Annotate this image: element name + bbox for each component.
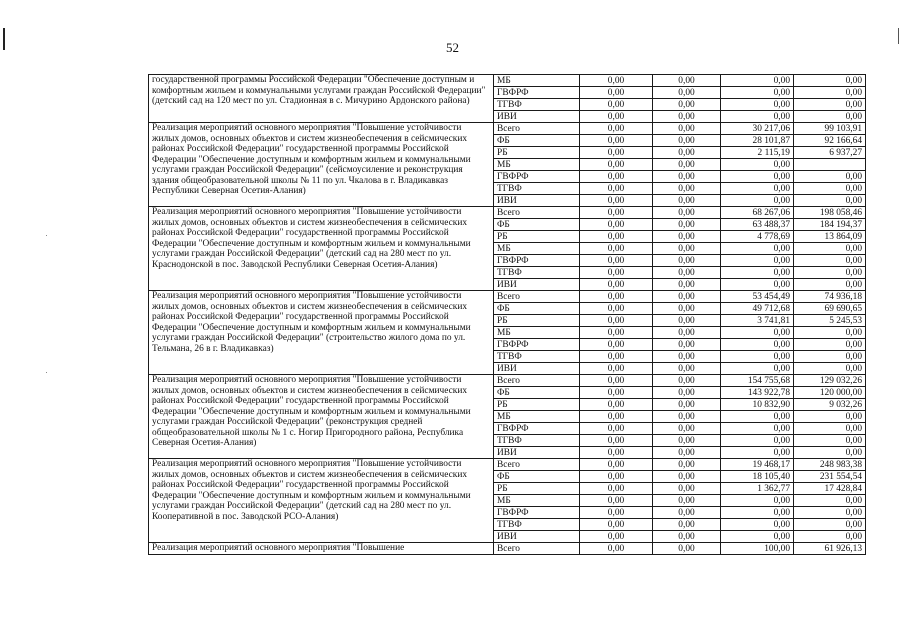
value-cell-2: 0,00 — [653, 87, 721, 99]
funding-source-cell: ФБ — [494, 471, 580, 483]
value-cell-2: 0,00 — [653, 531, 721, 543]
value-cell-4: 99 103,91 — [794, 123, 866, 135]
funding-source-cell: ФБ — [494, 387, 580, 399]
value-cell-3: 0,00 — [721, 243, 794, 255]
value-cell-4: 0,00 — [794, 255, 866, 267]
value-cell-3: 0,00 — [721, 435, 794, 447]
value-cell-4: 129 032,26 — [794, 375, 866, 387]
value-cell-1: 0,00 — [580, 459, 653, 471]
measure-description: Реализация мероприятий основного мероприятия "Повышение устойчивости жилых домов, основных объектов и систем жизнеобеспечения в сейсмических районах Российской Федерации" государственной программы Российской Федерации "Обеспечение доступным и комфортным жильем и коммунальными услугами граждан Российской Федерации" (детский сад на 280 мест по ул. Краснодонской в пос. Заводской Республики Северная Осетия-Алания) — [149, 207, 494, 291]
value-cell-1: 0,00 — [580, 315, 653, 327]
value-cell-2: 0,00 — [653, 267, 721, 279]
value-cell-3: 0,00 — [721, 411, 794, 423]
value-cell-1: 0,00 — [580, 207, 653, 219]
funding-source-cell: ТГВФ — [494, 435, 580, 447]
funding-source-cell: Всего — [494, 207, 580, 219]
value-cell-1: 0,00 — [580, 267, 653, 279]
value-cell-4: 69 690,65 — [794, 303, 866, 315]
funding-source-cell: ИВИ — [494, 531, 580, 543]
value-cell-2: 0,00 — [653, 375, 721, 387]
value-cell-2: 0,00 — [653, 159, 721, 171]
value-cell-3: 0,00 — [721, 99, 794, 111]
table-body — [149, 75, 866, 555]
value-cell-2: 0,00 — [653, 207, 721, 219]
funding-source-cell: ТГВФ — [494, 267, 580, 279]
value-cell-3: 30 217,06 — [721, 123, 794, 135]
value-cell-2: 0,00 — [653, 255, 721, 267]
measure-description: Реализация мероприятий основного мероприятия "Повышение устойчивости жилых домов, основных объектов и систем жизнеобеспечения в сейсмических районах Российской Федерации" государственной программы Российской Федерации "Обеспечение доступным и комфортным жильем и коммунальными услугами граждан Российской Федерации" (строительство жилого дома по ул. Тельмана, 26 в г. Владикавказ) — [149, 291, 494, 375]
value-cell-1: 0,00 — [580, 543, 653, 555]
value-cell-1: 0,00 — [580, 531, 653, 543]
value-cell-1: 0,00 — [580, 183, 653, 195]
value-cell-3: 143 922,78 — [721, 387, 794, 399]
value-cell-2: 0,00 — [653, 123, 721, 135]
value-cell-3: 28 101,87 — [721, 135, 794, 147]
value-cell-4: 248 983,38 — [794, 459, 866, 471]
value-cell-3: 0,00 — [721, 339, 794, 351]
funding-source-cell: ГВФРФ — [494, 171, 580, 183]
value-cell-4: 0,00 — [794, 339, 866, 351]
table-row — [149, 123, 866, 135]
funding-source-cell: Всего — [494, 459, 580, 471]
funding-source-cell: МБ — [494, 327, 580, 339]
value-cell-3: 0,00 — [721, 195, 794, 207]
value-cell-3: 49 712,68 — [721, 303, 794, 315]
value-cell-1: 0,00 — [580, 327, 653, 339]
funding-source-cell: ИВИ — [494, 195, 580, 207]
funding-source-cell: ТГВФ — [494, 183, 580, 195]
value-cell-4: 0,00 — [794, 507, 866, 519]
funding-source-cell: ТГВФ — [494, 99, 580, 111]
value-cell-3: 68 267,06 — [721, 207, 794, 219]
funding-source-cell: РБ — [494, 483, 580, 495]
value-cell-3: 0,00 — [721, 111, 794, 123]
measure-description: Реализация мероприятий основного мероприятия "Повышение устойчивости жилых домов, основных объектов и систем жизнеобеспечения в сейсмических районах Российской Федерации" государственной программы Российской Федерации "Обеспечение доступным и комфортным жильем и коммунальными услугами граждан Российской Федерации" (сейсмоусиление и реконструкция здания общеобразовательной школы № 11 по ул. Чкалова в г. Владикавказ Республики Северная Осетия-Алания) — [149, 123, 494, 207]
value-cell-1: 0,00 — [580, 519, 653, 531]
value-cell-3: 0,00 — [721, 447, 794, 459]
funding-source-cell: РБ — [494, 231, 580, 243]
value-cell-4: 61 926,13 — [794, 543, 866, 555]
value-cell-3: 0,00 — [721, 87, 794, 99]
value-cell-4: 0,00 — [794, 327, 866, 339]
value-cell-2: 0,00 — [653, 411, 721, 423]
page-number: 52 — [446, 40, 459, 55]
value-cell-1: 0,00 — [580, 447, 653, 459]
value-cell-4: 0,00 — [794, 243, 866, 255]
value-cell-4: 0,00 — [794, 495, 866, 507]
value-cell-4: 0,00 — [794, 87, 866, 99]
value-cell-3: 0,00 — [721, 267, 794, 279]
funding-source-cell: ТГВФ — [494, 519, 580, 531]
value-cell-2: 0,00 — [653, 171, 721, 183]
funding-source-cell: МБ — [494, 411, 580, 423]
funding-source-cell: ГВФРФ — [494, 507, 580, 519]
value-cell-4: 0,00 — [794, 171, 866, 183]
value-cell-3: 1 362,77 — [721, 483, 794, 495]
value-cell-1: 0,00 — [580, 483, 653, 495]
value-cell-2: 0,00 — [653, 219, 721, 231]
funding-source-cell: Всего — [494, 123, 580, 135]
funding-source-cell: Всего — [494, 375, 580, 387]
value-cell-3: 0,00 — [721, 351, 794, 363]
value-cell-4: 0,00 — [794, 363, 866, 375]
funding-source-cell: ГВФРФ — [494, 423, 580, 435]
value-cell-1: 0,00 — [580, 159, 653, 171]
value-cell-3: 0,00 — [721, 171, 794, 183]
value-cell-2: 0,00 — [653, 399, 721, 411]
value-cell-3: 19 468,17 — [721, 459, 794, 471]
value-cell-2: 0,00 — [653, 387, 721, 399]
value-cell-1: 0,00 — [580, 99, 653, 111]
value-cell-1: 0,00 — [580, 231, 653, 243]
funding-source-cell: ГВФРФ — [494, 87, 580, 99]
value-cell-4: 0,00 — [794, 195, 866, 207]
value-cell-1: 0,00 — [580, 291, 653, 303]
value-cell-2: 0,00 — [653, 231, 721, 243]
value-cell-2: 0,00 — [653, 435, 721, 447]
value-cell-4: 17 428,84 — [794, 483, 866, 495]
value-cell-3: 0,00 — [721, 279, 794, 291]
value-cell-2: 0,00 — [653, 423, 721, 435]
value-cell-1: 0,00 — [580, 243, 653, 255]
value-cell-2: 0,00 — [653, 195, 721, 207]
value-cell-1: 0,00 — [580, 279, 653, 291]
measure-description: Реализация мероприятий основного мероприятия "Повышение устойчивости жилых домов, основных объектов и систем жизнеобеспечения в сейсмических районах Российской Федерации" государственной программы Российской Федерации "Обеспечение доступным и комфортным жильем и коммунальными услугами граждан Российской Федерации" (детский сад на 280 мест по ул. Кооперативной в пос. Заводской РСО-Алания) — [149, 459, 494, 543]
value-cell-1: 0,00 — [580, 303, 653, 315]
funding-source-cell: ФБ — [494, 219, 580, 231]
funding-source-cell: ТГВФ — [494, 351, 580, 363]
value-cell-3: 63 488,37 — [721, 219, 794, 231]
value-cell-4: 0,00 — [794, 183, 866, 195]
value-cell-4: 13 864,09 — [794, 231, 866, 243]
value-cell-4: 5 245,53 — [794, 315, 866, 327]
value-cell-1: 0,00 — [580, 471, 653, 483]
funding-source-cell: ГВФРФ — [494, 339, 580, 351]
value-cell-2: 0,00 — [653, 183, 721, 195]
value-cell-2: 0,00 — [653, 507, 721, 519]
value-cell-3: 0,00 — [721, 75, 794, 87]
table-row — [149, 459, 866, 471]
value-cell-3: 0,00 — [721, 327, 794, 339]
table-row — [149, 291, 866, 303]
funding-source-cell: Всего — [494, 291, 580, 303]
value-cell-1: 0,00 — [580, 435, 653, 447]
value-cell-2: 0,00 — [653, 111, 721, 123]
funding-source-cell: ФБ — [494, 303, 580, 315]
funding-source-cell: ФБ — [494, 135, 580, 147]
funding-source-cell: РБ — [494, 399, 580, 411]
value-cell-1: 0,00 — [580, 87, 653, 99]
value-cell-3: 2 115,19 — [721, 147, 794, 159]
value-cell-3: 0,00 — [721, 495, 794, 507]
value-cell-2: 0,00 — [653, 471, 721, 483]
value-cell-4: 120 000,00 — [794, 387, 866, 399]
funding-source-cell: РБ — [494, 147, 580, 159]
value-cell-2: 0,00 — [653, 327, 721, 339]
value-cell-2: 0,00 — [653, 135, 721, 147]
value-cell-3: 0,00 — [721, 255, 794, 267]
value-cell-3: 0,00 — [721, 159, 794, 171]
value-cell-4: 9 032,26 — [794, 399, 866, 411]
value-cell-3: 0,00 — [721, 519, 794, 531]
funding-source-cell: ИВИ — [494, 279, 580, 291]
value-cell-4: 92 166,64 — [794, 135, 866, 147]
table-row — [149, 207, 866, 219]
value-cell-4: 184 194,37 — [794, 219, 866, 231]
value-cell-3: 3 741,81 — [721, 315, 794, 327]
value-cell-2: 0,00 — [653, 363, 721, 375]
value-cell-4: 0,00 — [794, 447, 866, 459]
value-cell-3: 0,00 — [721, 363, 794, 375]
value-cell-1: 0,00 — [580, 387, 653, 399]
measure-description: государственной программы Российской Федерации "Обеспечение доступным и комфортным жильем и коммунальными услугами граждан Российской Федерации" (детский сад на 120 мест по ул. Стадионная в с. Мичурино Ардонского района) — [149, 75, 494, 123]
value-cell-1: 0,00 — [580, 75, 653, 87]
value-cell-2: 0,00 — [653, 99, 721, 111]
value-cell-4: 0,00 — [794, 111, 866, 123]
value-cell-2: 0,00 — [653, 459, 721, 471]
value-cell-3: 18 105,40 — [721, 471, 794, 483]
value-cell-2: 0,00 — [653, 303, 721, 315]
funding-source-cell: ИВИ — [494, 363, 580, 375]
value-cell-4: 198 058,46 — [794, 207, 866, 219]
value-cell-2: 0,00 — [653, 279, 721, 291]
value-cell-4: 6 937,27 — [794, 147, 866, 159]
scan-dot — [46, 372, 47, 373]
value-cell-1: 0,00 — [580, 147, 653, 159]
value-cell-4: 0,00 — [794, 423, 866, 435]
value-cell-4: 0,00 — [794, 267, 866, 279]
value-cell-1: 0,00 — [580, 255, 653, 267]
value-cell-4: 74 936,18 — [794, 291, 866, 303]
value-cell-3: 100,00 — [721, 543, 794, 555]
value-cell-4: 0,00 — [794, 75, 866, 87]
value-cell-1: 0,00 — [580, 495, 653, 507]
value-cell-4: 231 554,54 — [794, 471, 866, 483]
value-cell-1: 0,00 — [580, 219, 653, 231]
budget-table — [148, 74, 866, 555]
funding-source-cell: ИВИ — [494, 111, 580, 123]
value-cell-1: 0,00 — [580, 195, 653, 207]
value-cell-3: 10 832,90 — [721, 399, 794, 411]
measure-description: Реализация мероприятий основного мероприятия "Повышение устойчивости жилых домов, основных объектов и систем жизнеобеспечения в сейсмических районах Российской Федерации" государственной программы Российской Федерации "Обеспечение доступным и комфортным жильем и коммунальными услугами граждан Российской Федерации" (реконструкция средней общеобразовательной школы № 1 с. Ногир Пригородного района, Республика Северная Осетия-Алания) — [149, 375, 494, 459]
value-cell-3: 0,00 — [721, 423, 794, 435]
value-cell-4 — [794, 159, 866, 171]
value-cell-1: 0,00 — [580, 363, 653, 375]
value-cell-1: 0,00 — [580, 507, 653, 519]
value-cell-3: 4 778,69 — [721, 231, 794, 243]
value-cell-2: 0,00 — [653, 291, 721, 303]
value-cell-2: 0,00 — [653, 75, 721, 87]
funding-source-cell: МБ — [494, 495, 580, 507]
value-cell-2: 0,00 — [653, 315, 721, 327]
value-cell-2: 0,00 — [653, 147, 721, 159]
table-row — [149, 75, 866, 87]
value-cell-1: 0,00 — [580, 351, 653, 363]
funding-source-cell: ГВФРФ — [494, 255, 580, 267]
value-cell-1: 0,00 — [580, 411, 653, 423]
value-cell-2: 0,00 — [653, 447, 721, 459]
value-cell-2: 0,00 — [653, 351, 721, 363]
value-cell-4: 0,00 — [794, 531, 866, 543]
value-cell-2: 0,00 — [653, 483, 721, 495]
value-cell-4: 0,00 — [794, 411, 866, 423]
value-cell-1: 0,00 — [580, 339, 653, 351]
value-cell-1: 0,00 — [580, 423, 653, 435]
value-cell-2: 0,00 — [653, 519, 721, 531]
value-cell-1: 0,00 — [580, 111, 653, 123]
table-row — [149, 543, 866, 555]
measure-description: Реализация мероприятий основного мероприятия "Повышение — [149, 543, 494, 555]
value-cell-1: 0,00 — [580, 399, 653, 411]
table-row — [149, 375, 866, 387]
value-cell-2: 0,00 — [653, 243, 721, 255]
funding-source-cell: МБ — [494, 243, 580, 255]
value-cell-2: 0,00 — [653, 543, 721, 555]
scan-dot — [46, 235, 47, 236]
funding-source-cell: РБ — [494, 315, 580, 327]
value-cell-3: 0,00 — [721, 507, 794, 519]
value-cell-1: 0,00 — [580, 375, 653, 387]
value-cell-4: 0,00 — [794, 435, 866, 447]
funding-source-cell: МБ — [494, 159, 580, 171]
value-cell-3: 0,00 — [721, 531, 794, 543]
value-cell-4: 0,00 — [794, 519, 866, 531]
value-cell-1: 0,00 — [580, 123, 653, 135]
funding-source-cell: ИВИ — [494, 447, 580, 459]
value-cell-2: 0,00 — [653, 495, 721, 507]
value-cell-4: 0,00 — [794, 351, 866, 363]
funding-source-cell: Всего — [494, 543, 580, 555]
value-cell-4: 0,00 — [794, 99, 866, 111]
value-cell-3: 53 454,49 — [721, 291, 794, 303]
value-cell-1: 0,00 — [580, 135, 653, 147]
value-cell-2: 0,00 — [653, 339, 721, 351]
value-cell-3: 0,00 — [721, 183, 794, 195]
value-cell-3: 154 755,68 — [721, 375, 794, 387]
funding-source-cell: МБ — [494, 75, 580, 87]
value-cell-1: 0,00 — [580, 171, 653, 183]
value-cell-4: 0,00 — [794, 279, 866, 291]
